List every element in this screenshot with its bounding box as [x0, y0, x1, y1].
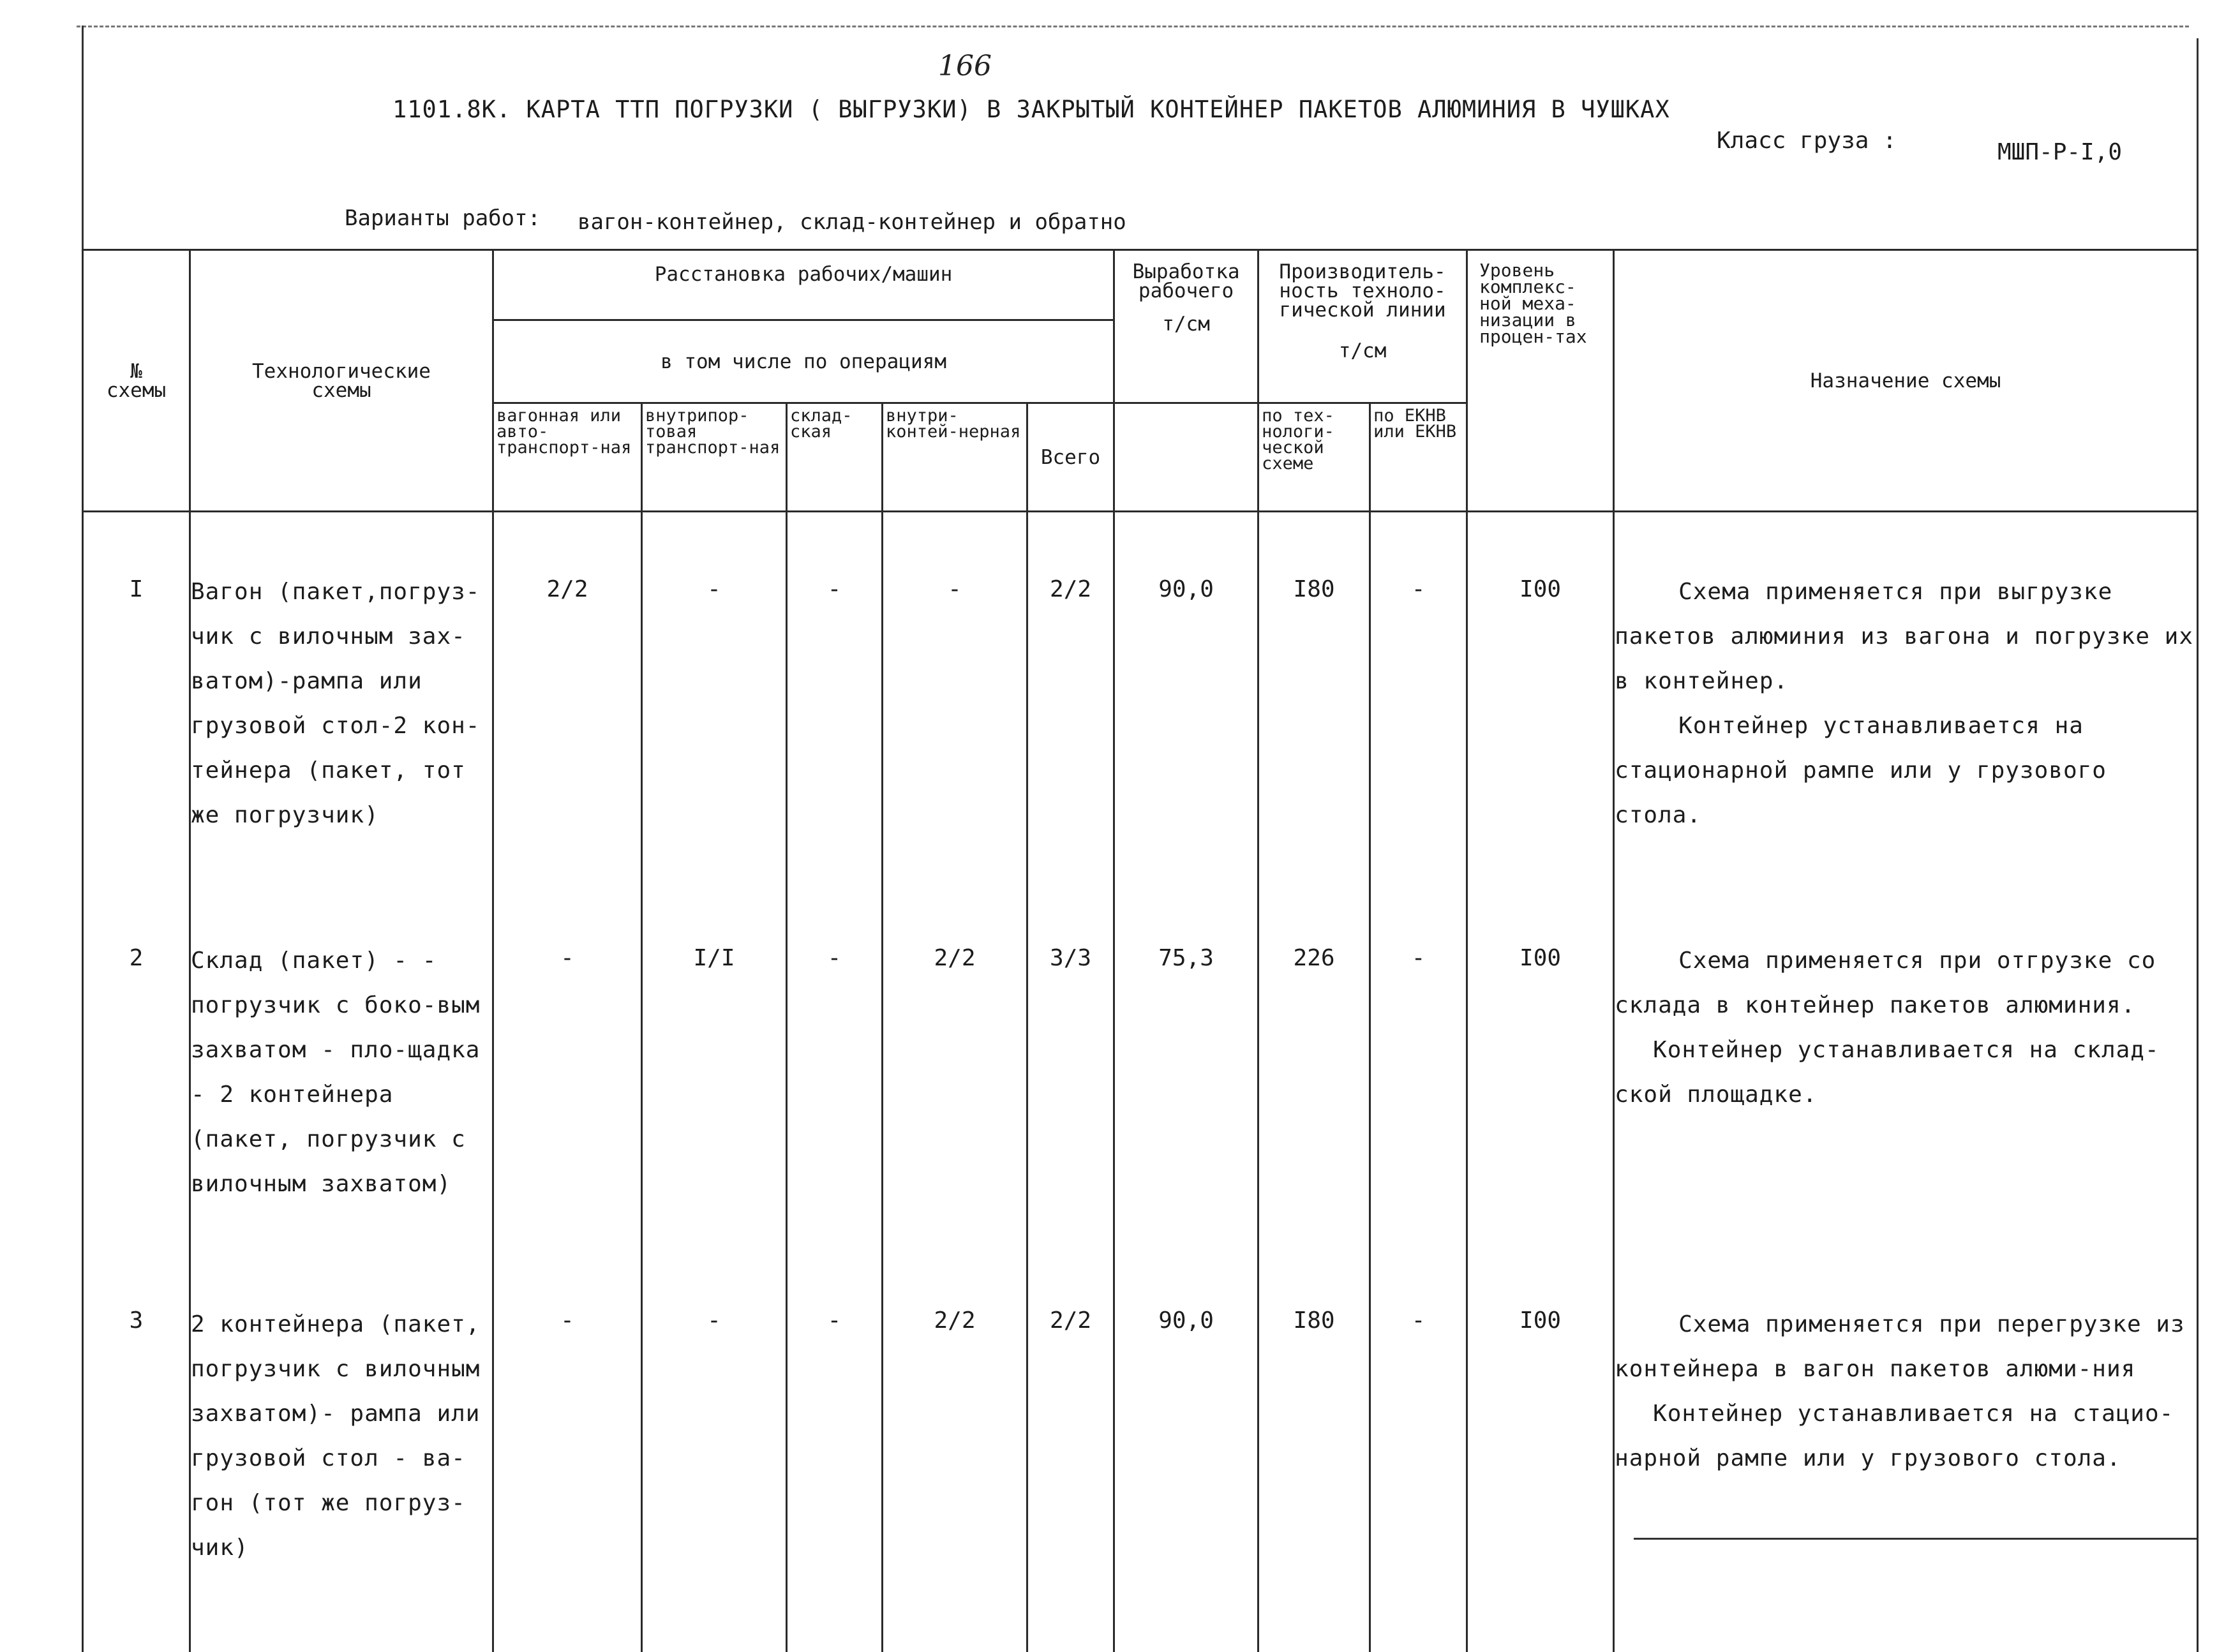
row-op-total: 2/2 [1027, 512, 1114, 889]
document-title: 1101.8К. КАРТА ТТП ПОГРУЗКИ ( ВЫГРУЗКИ) В ЗАКРЫТЫЙ КОНТЕЙНЕР ПАКЕТОВ АЛЮМИНИЯ В ЧУШКАХ [392, 96, 1670, 123]
row-prod-tech: I80 [1258, 512, 1370, 889]
header-scheme-number-text: № схемы [106, 359, 167, 402]
row-op-intracontainer: 2/2 [883, 1258, 1027, 1652]
row-purpose [1614, 512, 2198, 889]
table-row [83, 512, 2198, 889]
row-output: 90,0 [1114, 1258, 1258, 1652]
row-op-total: 2/2 [1027, 1258, 1114, 1652]
row-op-intraport: - [642, 1258, 787, 1652]
row-op-wagon: 2/2 [493, 512, 642, 889]
row-purpose-text: Схема применяется при выгрузке пакетов алюминия из вагона и погрузке их в контейнер. [1615, 579, 2194, 694]
top-rule [77, 26, 2189, 27]
table-row [83, 1258, 2198, 1652]
header-purpose-text: Назначение схемы [1810, 369, 2001, 392]
header-op-total: Всего [1027, 403, 1114, 512]
row-output: 90,0 [1114, 512, 1258, 889]
row-scheme: 2 контейнера (пакет, погрузчик с вилочным захватом)- рампа или грузовой стол - ва-гон (тот же погруз-чик) [190, 1258, 493, 1652]
header-productivity-text: Производитель-ность техноло-гической линии [1279, 260, 1446, 322]
row-op-intracontainer: - [883, 512, 1027, 889]
row-purpose [1614, 889, 2198, 1258]
row-op-warehouse: - [787, 1258, 883, 1652]
page-number: 166 [938, 50, 992, 82]
header-op-intracontainer: внутри-контей-нерная [883, 403, 1027, 512]
loading-map-table [82, 249, 2199, 1652]
row-output: 75,3 [1114, 889, 1258, 1258]
row-purpose-text: Схема применяется при перегрузке из контейнера в вагон пакетов алюми-ния [1615, 1311, 2185, 1382]
row-purpose-text: Контейнер устанавливается на стацио-нарной рампе или у грузового стола. [1615, 1401, 2174, 1471]
header-output [1114, 250, 1258, 403]
row-purpose-text: Контейнер устанавливается на стационарной рампе или у грузового стола. [1615, 713, 2107, 828]
row-purpose-line [1615, 939, 2197, 1028]
header-mechanization [1467, 250, 1614, 512]
header-output-empty [1114, 403, 1258, 512]
header-op-intraport: внутрипор-товая транспорт-ная [642, 403, 787, 512]
header-output-text: Выработка рабочего [1132, 260, 1240, 302]
row-op-wagon: - [493, 889, 642, 1258]
row-number: I [83, 512, 190, 889]
header-placement [493, 250, 1114, 320]
row-purpose [1614, 1258, 2198, 1652]
work-variants-value: вагон-контейнер, склад-контейнер и обратно [578, 209, 1126, 235]
row-purpose-line [1615, 1392, 2197, 1481]
row-number: 2 [83, 889, 190, 1258]
row-scheme: Вагон (пакет,погруз-чик с вилочным зах-ватом)-рампа или грузовой стол-2 кон-тейнера (пакет, тот же погрузчик) [190, 512, 493, 889]
row-prod-tech: 226 [1258, 889, 1370, 1258]
table-row [83, 889, 2198, 1258]
header-productivity [1258, 250, 1467, 403]
header-scheme-number [83, 250, 190, 512]
row-op-intracontainer: 2/2 [883, 889, 1027, 1258]
header-tech-schemes [190, 250, 493, 512]
header-prod-tech: по тех-нологи-ческой схеме [1258, 403, 1370, 512]
row-prod-eknv: - [1370, 512, 1467, 889]
row-mechanization: I00 [1467, 512, 1614, 889]
header-by-operations-text: в том числе по операциям [661, 350, 946, 373]
row-mechanization: I00 [1467, 889, 1614, 1258]
header-op-warehouse: склад-ская [787, 403, 883, 512]
row-op-wagon: - [493, 1258, 642, 1652]
row-number: 3 [83, 1258, 190, 1652]
header-op-wagon: вагонная или авто-транспорт-ная [493, 403, 642, 512]
header-tech-schemes-text: Технологические схемы [252, 359, 431, 402]
row-purpose-line [1615, 1302, 2197, 1392]
row-purpose-line [1615, 570, 2197, 704]
row-purpose-line [1615, 1028, 2197, 1117]
row-prod-eknv: - [1370, 889, 1467, 1258]
row-op-intraport: - [642, 512, 787, 889]
header-mechanization-text: Уровень комплекс-ной меха-низации в процен-тах [1479, 260, 1587, 347]
header-output-unit: т/см [1162, 313, 1210, 336]
header-prod-eknv: по ЕКНВ или ЕКНВ [1370, 403, 1467, 512]
row-scheme: Склад (пакет) - - погрузчик с боко-вым захватом - пло-щадка - 2 контейнера (пакет, погрузчик с вилочным захватом) [190, 889, 493, 1258]
row-op-intraport: I/I [642, 889, 787, 1258]
row-op-warehouse: - [787, 889, 883, 1258]
row-mechanization: I00 [1467, 1258, 1614, 1652]
row-purpose-text: Схема применяется при отгрузке со склада в контейнер пакетов алюминия. [1615, 948, 2156, 1018]
header-purpose [1614, 250, 2198, 512]
row-prod-tech: I80 [1258, 1258, 1370, 1652]
header-productivity-unit: т/см [1338, 339, 1387, 362]
cargo-class-label: Класс груза : [1717, 128, 1897, 154]
cargo-class-value: МШП-Р-I,0 [1997, 139, 2123, 165]
row-op-total: 3/3 [1027, 889, 1114, 1258]
row-purpose-text: Контейнер устанавливается на склад-ской площадке. [1615, 1037, 2160, 1108]
work-variants-label: Варианты работ: [345, 205, 541, 231]
row-purpose-line [1615, 704, 2197, 838]
header-placement-text: Расстановка рабочих/машин [654, 263, 953, 286]
header-by-operations [493, 320, 1114, 403]
row-prod-eknv: - [1370, 1258, 1467, 1652]
row-op-warehouse: - [787, 512, 883, 889]
